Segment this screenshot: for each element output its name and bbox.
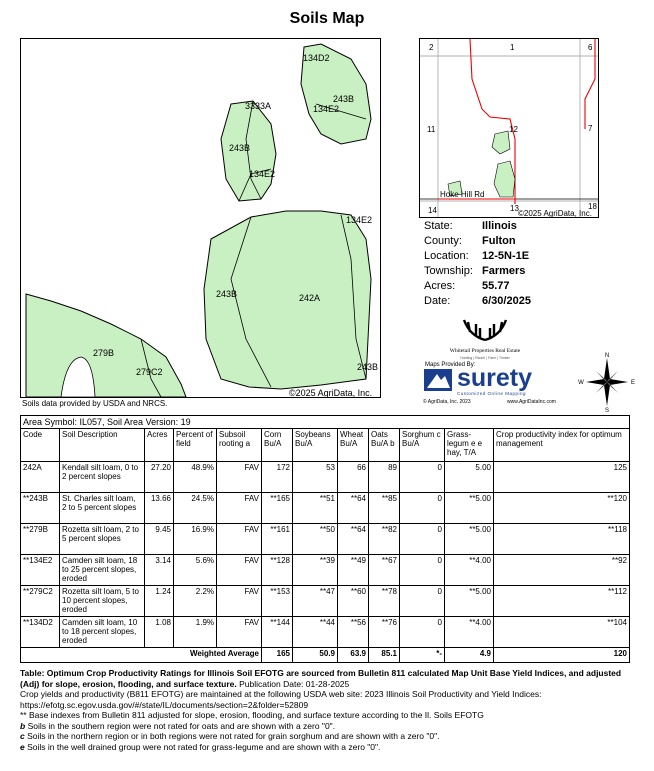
cell-acres: 13.66 — [145, 493, 174, 524]
cell-code: **243B — [21, 493, 60, 524]
notes-line-1 — [20, 668, 630, 689]
map-label: 243B — [216, 289, 238, 299]
map-label: 279C2 — [136, 367, 163, 377]
cell-percent: 5.6% — [174, 555, 217, 586]
cell-productivity: **112 — [494, 586, 630, 617]
cell-productivity: **118 — [494, 524, 630, 555]
info-label: County: — [424, 235, 462, 247]
cell-description: Camden silt loam, 10 to 18 percent slopes, eroded — [60, 617, 145, 648]
weighted-corn: 165 — [262, 648, 293, 663]
table-row — [21, 617, 630, 648]
cell-code: **279B — [21, 524, 60, 555]
cell-corn: **128 — [262, 555, 293, 586]
header-acres: Acres — [145, 429, 174, 462]
map-label: 242A — [299, 293, 321, 303]
cell-sorghum: 0 — [400, 555, 445, 586]
surety-copyright: © AgriData, Inc. 2023 — [423, 399, 471, 405]
cell-oats: 89 — [369, 462, 400, 493]
cell-wheat: **56 — [338, 617, 369, 648]
map-label: 243B — [357, 362, 379, 372]
section-label: 2 — [429, 43, 434, 52]
logo-name: Whitetail Properties Real Estate — [449, 348, 521, 354]
cell-wheat: **64 — [338, 493, 369, 524]
table-row — [21, 586, 630, 617]
cell-percent: 2.2% — [174, 586, 217, 617]
info-row-location — [424, 249, 644, 264]
map-label: 243B — [333, 94, 355, 104]
cell-description: Kendall silt loam, 0 to 2 percent slopes — [60, 462, 145, 493]
cell-oats: **78 — [369, 586, 400, 617]
compass-w: W — [578, 380, 584, 386]
cell-subsoil: FAV — [217, 555, 262, 586]
surety-logo — [421, 362, 573, 408]
area-symbol-row — [21, 416, 630, 429]
cell-corn: **153 — [262, 586, 293, 617]
cell-description: St. Charles silt loam, 2 to 5 percent slopes — [60, 493, 145, 524]
info-row-date — [424, 294, 644, 309]
cell-subsoil: FAV — [217, 493, 262, 524]
locator-map-canvas — [420, 39, 599, 218]
cell-grass-legume: **4.00 — [445, 617, 494, 648]
cell-acres: 9.45 — [145, 524, 174, 555]
header-oats: Oats Bu/A b — [369, 429, 400, 462]
notes-publication-date: Publication Date: 01-28-2025 — [236, 678, 350, 689]
cell-wheat: **64 — [338, 524, 369, 555]
weighted-sorghum: *- — [400, 648, 445, 663]
cell-sorghum: 0 — [400, 493, 445, 524]
surety-brand: surety — [457, 364, 533, 392]
info-row-state — [424, 219, 644, 234]
header-code: Code — [21, 429, 60, 462]
soils-table — [20, 415, 630, 663]
compass-s: S — [604, 408, 610, 412]
table-row — [21, 462, 630, 493]
cell-oats: **76 — [369, 617, 400, 648]
header-subsoil: Subsoil rooting a — [217, 429, 262, 462]
compass-n: N — [604, 353, 610, 359]
table-row — [21, 555, 630, 586]
info-value: 55.77 — [482, 280, 510, 292]
cell-soybeans: 53 — [293, 462, 338, 493]
locator-copyright: ©2025 AgriData, Inc. — [518, 209, 592, 218]
info-value: 6/30/2025 — [482, 295, 531, 307]
section-label: 18 — [588, 202, 597, 211]
table-header-row — [21, 429, 630, 462]
data-credit: Soils data provided by USDA and NRCS. — [22, 399, 168, 408]
header-soil-description: Soil Description — [60, 429, 145, 462]
info-value: 12-5N-1E — [482, 250, 530, 262]
cell-subsoil: FAV — [217, 617, 262, 648]
locator-map[interactable] — [419, 38, 599, 218]
cell-soybeans: **47 — [293, 586, 338, 617]
info-label: State: — [424, 220, 453, 232]
info-row-township — [424, 264, 644, 279]
map-polygon-279b — [26, 294, 186, 397]
info-label: Acres: — [424, 280, 456, 292]
antler-icon — [440, 312, 530, 362]
cell-description: Rozetta silt loam, 5 to 10 percent slopes, eroded — [60, 586, 145, 617]
compass-icon — [578, 352, 636, 412]
header-percent: Percent of field — [174, 429, 217, 462]
soils-map-canvas — [21, 39, 381, 398]
compass-rose — [578, 352, 636, 412]
cell-sorghum: 0 — [400, 586, 445, 617]
note-text-e: Soils in the well drained group were not rated for grass-legume and are shown with a zero "0". — [24, 741, 381, 752]
cell-code: **279C2 — [21, 586, 60, 617]
map-copyright: ©2025 AgriData, Inc. — [289, 388, 373, 398]
info-row-acres — [424, 279, 644, 294]
header-soybeans: Soybeans Bu/A — [293, 429, 338, 462]
section-label: 1 — [510, 43, 515, 52]
cell-wheat: **60 — [338, 586, 369, 617]
cell-acres: 1.08 — [145, 617, 174, 648]
notes-line-2: Crop yields and productivity (B811 EFOTG) are maintained at the following USDA web site: 2023 Illinois Soil Productivity and Yield Indices: https://efotg.sc.egov.usda.gov/#/state/IL/documents/section=2&folder=52809 — [20, 689, 542, 710]
map-label: 134E2 — [249, 169, 276, 179]
info-row-county — [424, 234, 644, 249]
header-wheat: Wheat Bu/A — [338, 429, 369, 462]
cell-acres: 27.20 — [145, 462, 174, 493]
cell-percent: 24.5% — [174, 493, 217, 524]
cell-corn: **165 — [262, 493, 293, 524]
cell-sorghum: 0 — [400, 617, 445, 648]
cell-grass-legume: **5.00 — [445, 586, 494, 617]
note-marker-e: e — [20, 741, 25, 752]
table-row — [21, 493, 630, 524]
cell-percent: 48.9% — [174, 462, 217, 493]
weighted-average-row — [21, 648, 630, 663]
weighted-productivity: 120 — [494, 648, 630, 663]
cell-sorghum: 0 — [400, 462, 445, 493]
weighted-grass-legume: 4.9 — [445, 648, 494, 663]
surety-mark-icon — [423, 368, 453, 392]
map-label: 134D2 — [303, 53, 330, 63]
section-label: 7 — [588, 124, 593, 133]
cell-corn: **161 — [262, 524, 293, 555]
header-sorghum: Sorghum c Bu/A — [400, 429, 445, 462]
cell-acres: 3.14 — [145, 555, 174, 586]
logo-tagline: Hunting | Ranch | Farm | Timber — [460, 356, 510, 360]
weighted-oats: 85.1 — [369, 648, 400, 663]
cell-wheat: **49 — [338, 555, 369, 586]
weighted-wheat: 63.9 — [338, 648, 369, 663]
cell-productivity: **120 — [494, 493, 630, 524]
notes-line-6 — [20, 742, 630, 753]
note-text-b: Soils in the southern region were not rated for oats and are shown with a zero "0". — [25, 720, 336, 731]
cell-corn: 172 — [262, 462, 293, 493]
cell-percent: 1.9% — [174, 617, 217, 648]
map-label: 243B — [229, 143, 251, 153]
cell-code: **134D2 — [21, 617, 60, 648]
header-corn: Corn Bu/A — [262, 429, 293, 462]
cell-soybeans: **50 — [293, 524, 338, 555]
page-title: Soils Map — [289, 10, 365, 27]
note-marker-b: b — [20, 720, 26, 731]
cell-description: Rozetta silt loam, 2 to 5 percent slopes — [60, 524, 145, 555]
weighted-soybeans: 50.9 — [293, 648, 338, 663]
section-label: 6 — [588, 43, 593, 52]
property-info — [424, 219, 644, 309]
note-text-c: Soils in the northern region or in both regions were not rated for grain sorghum and are shown with a zero "0". — [24, 731, 440, 741]
header-grass-legume: Grass-legum e e hay, T/A — [445, 429, 494, 462]
cell-oats: **82 — [369, 524, 400, 555]
cell-productivity: **92 — [494, 555, 630, 586]
weighted-average-label: Weighted Average — [21, 648, 262, 663]
cell-code: 242A — [21, 462, 60, 493]
cell-productivity: **104 — [494, 617, 630, 648]
compass-e: E — [630, 380, 636, 386]
info-label: Township: — [424, 265, 473, 277]
cell-soybeans: **39 — [293, 555, 338, 586]
cell-wheat: 66 — [338, 462, 369, 493]
info-value: Farmers — [482, 265, 526, 277]
cell-grass-legume: 5.00 — [445, 462, 494, 493]
map-label: 3333A — [245, 101, 272, 111]
header-productivity-index: Crop productivity index for optimum management — [494, 429, 630, 462]
notes-line-5 — [20, 731, 630, 742]
cell-percent: 16.9% — [174, 524, 217, 555]
section-label: 13 — [510, 204, 519, 213]
notes-line-4 — [20, 721, 630, 732]
map-label: 279B — [93, 348, 115, 358]
section-label: 12 — [509, 125, 518, 134]
cell-oats: **67 — [369, 555, 400, 586]
soils-map[interactable] — [20, 38, 381, 398]
cell-sorghum: 0 — [400, 524, 445, 555]
cell-subsoil: FAV — [217, 586, 262, 617]
table-row — [21, 524, 630, 555]
cell-grass-legume: **5.00 — [445, 493, 494, 524]
cell-grass-legume: **5.00 — [445, 524, 494, 555]
road-label: Hoke Hill Rd — [440, 190, 485, 199]
whitetail-logo — [440, 312, 530, 362]
cell-acres: 1.24 — [145, 586, 174, 617]
cell-soybeans: **51 — [293, 493, 338, 524]
section-label: 11 — [427, 125, 436, 134]
maps-provided-label: Maps Provided By: — [425, 362, 476, 368]
cell-description: Camden silt loam, 18 to 25 percent slopes, eroded — [60, 555, 145, 586]
cell-productivity: 125 — [494, 462, 630, 493]
surety-subtitle: Customized Online Mapping — [457, 391, 527, 396]
cell-code: **134E2 — [21, 555, 60, 586]
area-symbol: Area Symbol: IL057, Soil Area Version: 19 — [21, 416, 630, 429]
info-label: Date: — [424, 295, 451, 307]
info-label: Location: — [424, 250, 469, 262]
notes-line-3: ** Base indexes from Bulletin 811 adjusted for slope, erosion, flooding, and surface texture according to the Il. Soils EFOTG — [20, 710, 484, 720]
info-value: Illinois — [482, 220, 517, 232]
cell-corn: **144 — [262, 617, 293, 648]
notes-bold-intro: Table: Optimum Crop Productivity Ratings for Illinois Soil EFOTG are sourced from Bulletin 811 calculated Map Unit Base Yield Indices, and adjusted (Adj) for slope, erosion, flooding, and surface texture. — [20, 668, 622, 689]
info-value: Fulton — [482, 235, 516, 247]
cell-subsoil: FAV — [217, 462, 262, 493]
section-label: 14 — [428, 206, 437, 215]
cell-grass-legume: **4.00 — [445, 555, 494, 586]
cell-oats: **85 — [369, 493, 400, 524]
table-notes — [20, 668, 630, 752]
map-label: 134E2 — [313, 104, 340, 114]
cell-soybeans: **44 — [293, 617, 338, 648]
cell-subsoil: FAV — [217, 524, 262, 555]
note-marker-c: c — [20, 731, 25, 741]
map-label: 134E2 — [346, 215, 373, 225]
surety-url: www.AgriDataInc.com — [507, 399, 556, 405]
